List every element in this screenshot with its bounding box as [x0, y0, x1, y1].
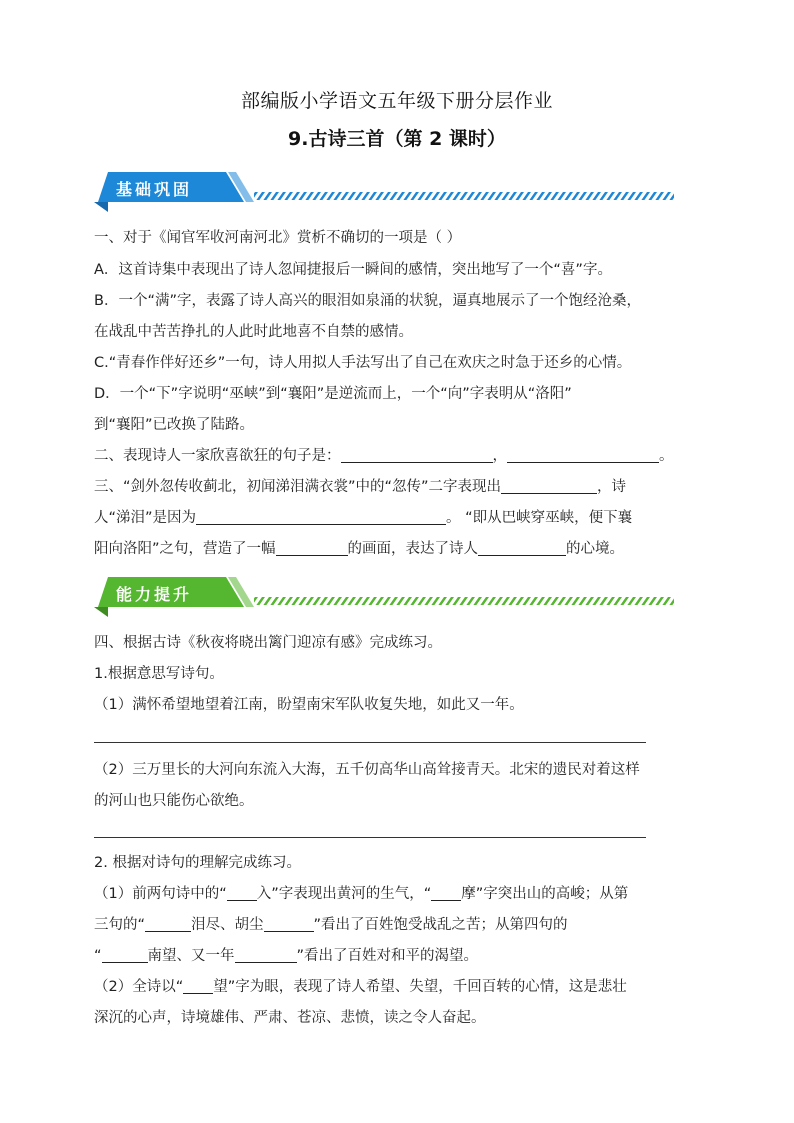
q4-p2-1c-text3: ”看出了百姓对和平的渴望。 [296, 948, 479, 964]
q3-text-3a: 阳向洛阳”之句，营造了一幅 [94, 541, 276, 557]
page-title: 部编版小学语文五年级下册分层作业 [240, 90, 553, 112]
q4-p2-blank-4[interactable] [264, 915, 314, 932]
section-banner-advanced [94, 577, 684, 617]
q4-p2-blank-7[interactable] [183, 977, 213, 994]
q4-p2-blank-5[interactable] [102, 946, 148, 963]
q4-p2-2a-text1: （2）全诗以“ [94, 979, 184, 995]
q2-separator: ， [492, 448, 507, 464]
section-label-basic: 基础巩固 [116, 180, 193, 199]
q3-blank-1[interactable] [501, 477, 597, 494]
q4-part2-item1-line3 [94, 946, 478, 966]
answer-line-1[interactable] [94, 742, 646, 743]
q2-blank-2[interactable] [507, 446, 659, 463]
q4-stem: 四、根据古诗《秋夜将晓出篱门迎凉有感》完成练习。 [94, 635, 442, 651]
q1-option-c: C.“青春作伴好还乡”一句，诗人用拟人手法写出了自己在欢庆之时急于还乡的心情。 [94, 355, 632, 371]
q4-p2-1a-text1: （1）前两句诗中的“ [94, 886, 227, 902]
q2-prefix: 二、表现诗人一家欣喜欲狂的句子是： [94, 448, 341, 464]
q4-part1-item2-line2: 的河山也只能伤心欲绝。 [94, 793, 254, 809]
q1-option-a: A．这首诗集中表现出了诗人忽闻捷报后一瞬间的感情，突出地写了一个“喜”字。 [94, 262, 612, 278]
q2-end: 。 [659, 448, 674, 464]
q3-text-2b: 。 “即从巴峡穿巫峡，便下襄 [446, 510, 633, 526]
q4-p2-blank-2[interactable] [431, 884, 461, 901]
q4-p2-1b-text2: 泪尽、胡尘 [191, 917, 264, 933]
section-label-advanced: 能力提升 [116, 585, 193, 604]
q3-text-3c: 的心境。 [566, 541, 625, 557]
q4-p2-1c-text1: “ [94, 948, 102, 964]
q3-text-1b: ，诗 [597, 479, 627, 495]
q4-p2-blank-6[interactable] [235, 946, 297, 963]
q3-text-3b: 的画面，表达了诗人 [347, 541, 479, 557]
q3-line1 [94, 477, 626, 497]
q1-stem: 一、对于《闻官军收河南河北》赏析不确切的一项是（ ） [94, 230, 462, 246]
lesson-subtitle: 9.古诗三首（第 2 课时） [288, 128, 506, 150]
q4-p2-1a-text3: 摩”字突出山的高峻；从第 [461, 886, 629, 902]
q4-p2-1b-text1: 三句的“ [94, 917, 146, 933]
q3-blank-3[interactable] [276, 539, 348, 556]
q3-line2 [94, 508, 632, 528]
q3-line3 [94, 539, 624, 559]
q1-option-d-line1: D．一个“下”字说明“巫峡”到“襄阳”是逆流而上，一个“向”字表明从“洛阳” [94, 386, 572, 402]
answer-line-2[interactable] [94, 837, 646, 838]
q4-part2-item1-line1 [94, 884, 628, 904]
q3-blank-2[interactable] [196, 508, 446, 525]
q1-option-d-line2: 到“襄阳”已改换了陆路。 [94, 417, 255, 433]
q3-text-1a: 三、“剑外忽传收蓟北，初闻涕泪满衣裳”中的“忽传”二字表现出 [94, 479, 502, 495]
q4-part2-item2-line1 [94, 977, 627, 997]
q4-part2-item2-line2: 深沉的心声，诗境雄伟、严肃、苍凉、悲愤，读之令人奋起。 [94, 1010, 486, 1026]
q2-line [94, 446, 674, 466]
q1-option-b-line1: B．一个“满”字，表露了诗人高兴的眼泪如泉涌的状貌，逼真地展示了一个饱经沧桑， [94, 293, 641, 309]
q4-part2-item1-line2 [94, 915, 568, 935]
q4-part1-title: 1.根据意思写诗句。 [94, 666, 224, 682]
q4-part2-title: 2. 根据对诗句的理解完成练习。 [94, 855, 301, 871]
q4-p2-2a-text2: 望”字为眼，表现了诗人希望、失望，千回百转的心情，这是悲壮 [213, 979, 627, 995]
q4-p2-blank-3[interactable] [145, 915, 191, 932]
q4-p2-1a-text2: 入”字表现出黄河的生气，“ [256, 886, 432, 902]
q1-option-b-line2: 在战乱中苦苦挣扎的人此时此地喜不自禁的感情。 [94, 324, 413, 340]
q3-text-2a: 人“涕泪”是因为 [94, 510, 197, 526]
q2-blank-1[interactable] [341, 446, 493, 463]
q4-p2-blank-1[interactable] [227, 884, 257, 901]
q4-p2-1b-text3: ”看出了百姓饱受战乱之苦；从第四句的 [313, 917, 568, 933]
q4-part1-item2-line1: （2）三万里长的大河向东流入大海，五千仞高华山高耸接青天。北宋的遗民对着这样 [94, 762, 640, 778]
section-banner-basic [94, 172, 684, 212]
q3-blank-4[interactable] [478, 539, 566, 556]
q4-part1-item1: （1）满怀希望地望着江南，盼望南宋军队收复失地，如此又一年。 [94, 697, 524, 713]
q4-p2-1c-text2: 南望、又一年 [147, 948, 235, 964]
